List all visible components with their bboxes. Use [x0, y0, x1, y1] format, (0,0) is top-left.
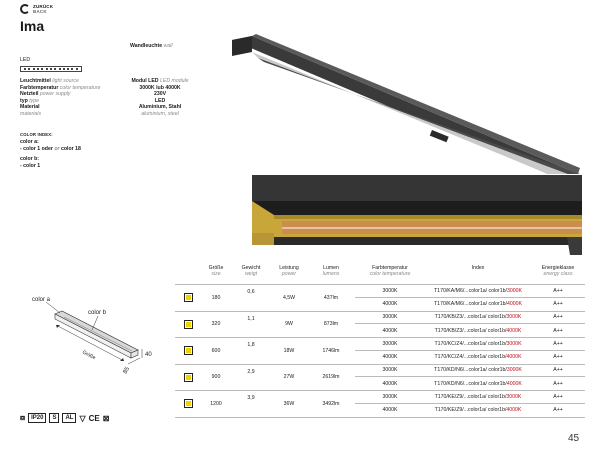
- certification-icons: [20, 413, 109, 423]
- back-link[interactable]: [20, 4, 53, 14]
- diagram-label-color-a: color a: [32, 297, 51, 303]
- weee-bin-icon: ⊠: [102, 413, 110, 423]
- al-mark-icon: AL: [62, 413, 76, 423]
- th-size: Größe size: [208, 265, 224, 277]
- spec-values: Modul LED LED module 3000K lub 4000K 230V LED Aluminium, Stahl aluminium, steel: [131, 78, 189, 117]
- size-icon: [184, 320, 193, 329]
- led-label: LED: [20, 57, 31, 63]
- flammability-icon: ▽: [79, 413, 86, 423]
- size-icon: [184, 399, 193, 408]
- dimension-diagram: [20, 292, 170, 382]
- back-label-en: BACK: [33, 9, 47, 14]
- led-strip-icon: [20, 66, 82, 72]
- back-label: ZURÜCK: [33, 4, 54, 9]
- table-row: 900 2,9 27W 2619lm 3000K 4000K T170/KD/N6/...color1a/ color1b/ 3000K T170/KD/N6/...color1a/ color1b/ 4000K A++ A++: [175, 365, 585, 392]
- page-number: 45: [568, 433, 580, 444]
- diagram-label-color-b: color b: [88, 310, 107, 316]
- back-arrow-icon: [20, 4, 30, 14]
- diagram-dim-length: Größe: [81, 349, 97, 362]
- diagram-dim-height: 40: [145, 352, 152, 358]
- product-title: Ima: [20, 18, 45, 34]
- size-icon: [184, 293, 193, 302]
- product-table: [175, 261, 585, 418]
- th-power: Leistung power: [279, 265, 299, 277]
- th-weight: Gewicht weigt: [241, 265, 261, 277]
- th-index: Index: [471, 265, 485, 271]
- size-icon: [184, 373, 193, 382]
- product-photo-angled: [218, 18, 580, 174]
- table-row: 320 1,1 9W 873lm 3000K 4000K T170/KB/Z3/...color1a/ color1b/ 3000K T170/KB/Z3/...color1a/ color1b/ 4000K A++ A++: [175, 312, 585, 339]
- diagram-dim-depth: 85: [122, 366, 132, 375]
- spec-labels: Leuchtmittel light source Farbtemperatur color temperature Netzteil power supply typ type Material materials: [20, 78, 101, 117]
- th-lumen: Lumen lumens: [322, 265, 340, 277]
- color-index: COLOR INDEX: color a: - color 1 oder or color 18 color b: - color 1: [20, 132, 81, 169]
- table-row: 600 1,8 18W 1746lm 3000K 4000K T170/KC/Z4/...color1a/ color1b/ 3000K T170/KC/Z4/...color1a/ color1b/ 4000K A++ A++: [175, 338, 585, 365]
- table-row: 1200 3,9 36W 3492lm 3000K 4000K T170/KE/Z9/...color1a/ color1b/ 3000K T170/KE/Z9/...color1a/ color1b/ 4000K A++ A++: [175, 391, 585, 418]
- ce-mark-icon: CE: [88, 413, 100, 423]
- mounting-type: Wandleuchte wall: [130, 43, 173, 49]
- size-icon: [184, 346, 193, 355]
- table-header: [175, 261, 585, 285]
- th-energy: Energieklasse energy class: [541, 265, 575, 277]
- s-mark-icon: S: [49, 413, 59, 423]
- table-row: 180 0,6 4,5W 437lm 3000K 4000K T170/KA/M6/...color1a/ color1b/ 3000K T170/KA/M6/...color1a/ color1b/ 4000K A++ A++: [175, 285, 585, 312]
- product-photo-closeup: [252, 175, 582, 257]
- class-ii-icon: ⧈: [20, 413, 26, 422]
- ip-rating-icon: IP20: [28, 413, 46, 423]
- th-temp: Farbtemperatur color temperature: [369, 265, 411, 277]
